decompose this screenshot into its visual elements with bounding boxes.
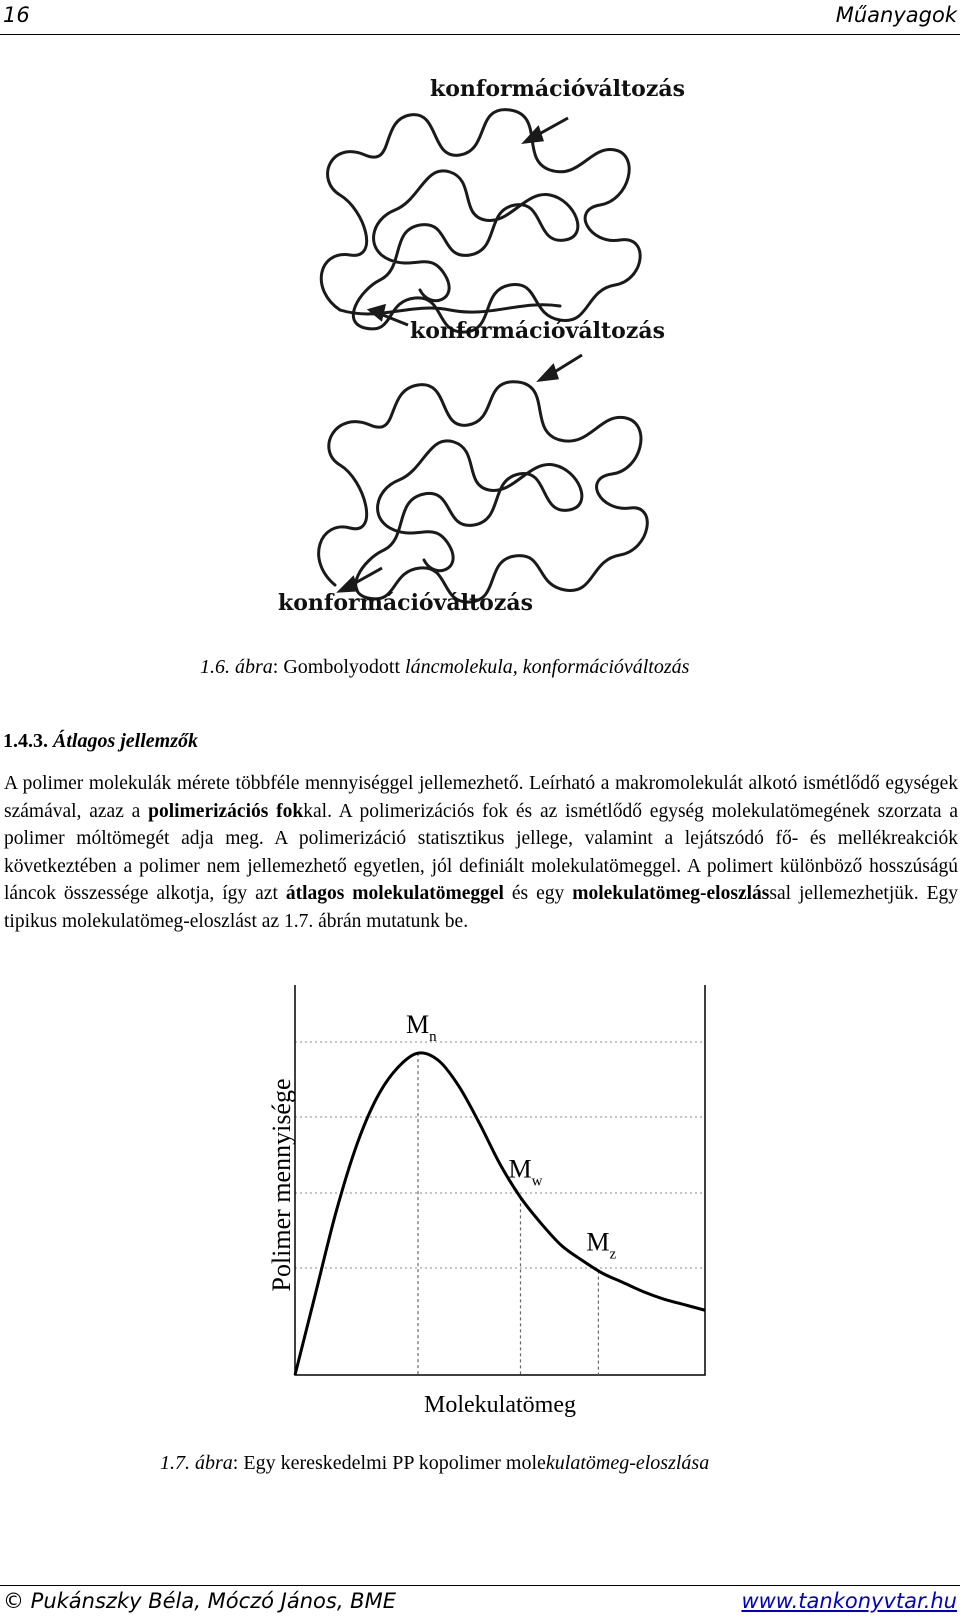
distribution-curve	[295, 1053, 705, 1375]
figure-1-caption	[200, 656, 689, 679]
section-number: 1.4.3.	[3, 730, 48, 752]
conformation-label-2: konformációváltozás	[410, 318, 665, 344]
footer-authors: © Pukánszky Béla, Móczó János, BME	[3, 1589, 396, 1613]
arrow-head-1	[525, 128, 542, 142]
arrow-head-3	[540, 366, 557, 380]
polymer-coil-top	[321, 110, 640, 332]
paragraph-text-4: sal jellemezhetjük. Egy tipikus molekulatömeg-eloszlást az 1.7. ábrán mutatunk be.	[4, 883, 959, 932]
page-footer	[0, 1585, 960, 1618]
annotation-labels	[406, 1010, 617, 1263]
arrow-head-2	[370, 306, 384, 319]
mw-distribution-chart	[260, 985, 740, 1465]
book-title: Műanyagok	[835, 3, 957, 27]
conformation-label-1: konformációváltozás	[430, 76, 685, 102]
term-polymerization-degree: polimerizációs fok	[148, 800, 304, 822]
figure-2-caption	[160, 1452, 709, 1475]
term-average-molecular-weight: átlagos molekulatömeggel	[285, 883, 504, 904]
body-paragraph	[4, 770, 958, 935]
page-header	[0, 0, 960, 35]
annotation-label-1: $M_w$	[508, 1154, 543, 1190]
annotation-subscript-0: n	[429, 1029, 437, 1046]
annotation-label-2: $M_z$	[586, 1227, 617, 1263]
polymer-coil-bottom	[319, 382, 648, 602]
section-heading	[3, 730, 198, 753]
caption-italic: kulatömeg-eloszlása	[545, 1452, 710, 1474]
caption-colon: :	[232, 1452, 239, 1474]
chart-gridlines	[295, 1042, 705, 1268]
section-title: Átlagos jellemzők	[53, 730, 198, 752]
annotation-subscript-1: w	[531, 1173, 543, 1190]
caption-colon: :	[272, 656, 279, 678]
annotation-subscript-2: z	[609, 1246, 617, 1263]
caption-number: 1.6. ábra	[200, 656, 273, 678]
page-number: 16	[3, 3, 30, 27]
conformation-label-3: konformációváltozás	[278, 590, 533, 616]
paragraph-text-3: és egy	[503, 883, 573, 904]
plot-frame	[295, 985, 705, 1375]
caption-number: 1.7. ábra	[160, 1452, 233, 1474]
footer-link[interactable]: www.tankonyvtar.hu	[741, 1589, 957, 1613]
term-molecular-weight-distribution: molekulatömeg-eloszlás	[572, 883, 770, 904]
y-axis-label: Polimer mennyisége	[267, 1078, 296, 1292]
x-axis-label: Molekulatömeg	[424, 1392, 576, 1418]
caption-italic: láncmolekula, konformációváltozás	[405, 656, 690, 678]
caption-plain: Gombolyodott	[278, 656, 406, 678]
annotation-lines	[418, 1053, 598, 1375]
caption-plain: Egy kereskedelmi PP kopolimer mole	[238, 1452, 546, 1474]
paragraph-text-1: A polimer molekulák mérete többféle mennyiséggel jellemezhető. Leírható a makromolekulát alkotó ismétlődő egységek számával, azaz a	[4, 773, 958, 822]
paragraph-text-2: kal. A polimerizációs fok és az ismétlődő egység molekulatömegének szorzata a polimer móltömegét adja meg. A polimerizáció statisztikus jellege, valamint a lejátszódó fő- és mellékreakciók következtében a polimer nem jellemezhető egyetlen, jól definiált molekulatömeggel. A polimert különböző hosszúságú láncok összessége alkotja, így azt	[4, 800, 958, 904]
annotation-label-0: $M_n$	[406, 1010, 437, 1046]
coil-figure	[270, 60, 690, 640]
